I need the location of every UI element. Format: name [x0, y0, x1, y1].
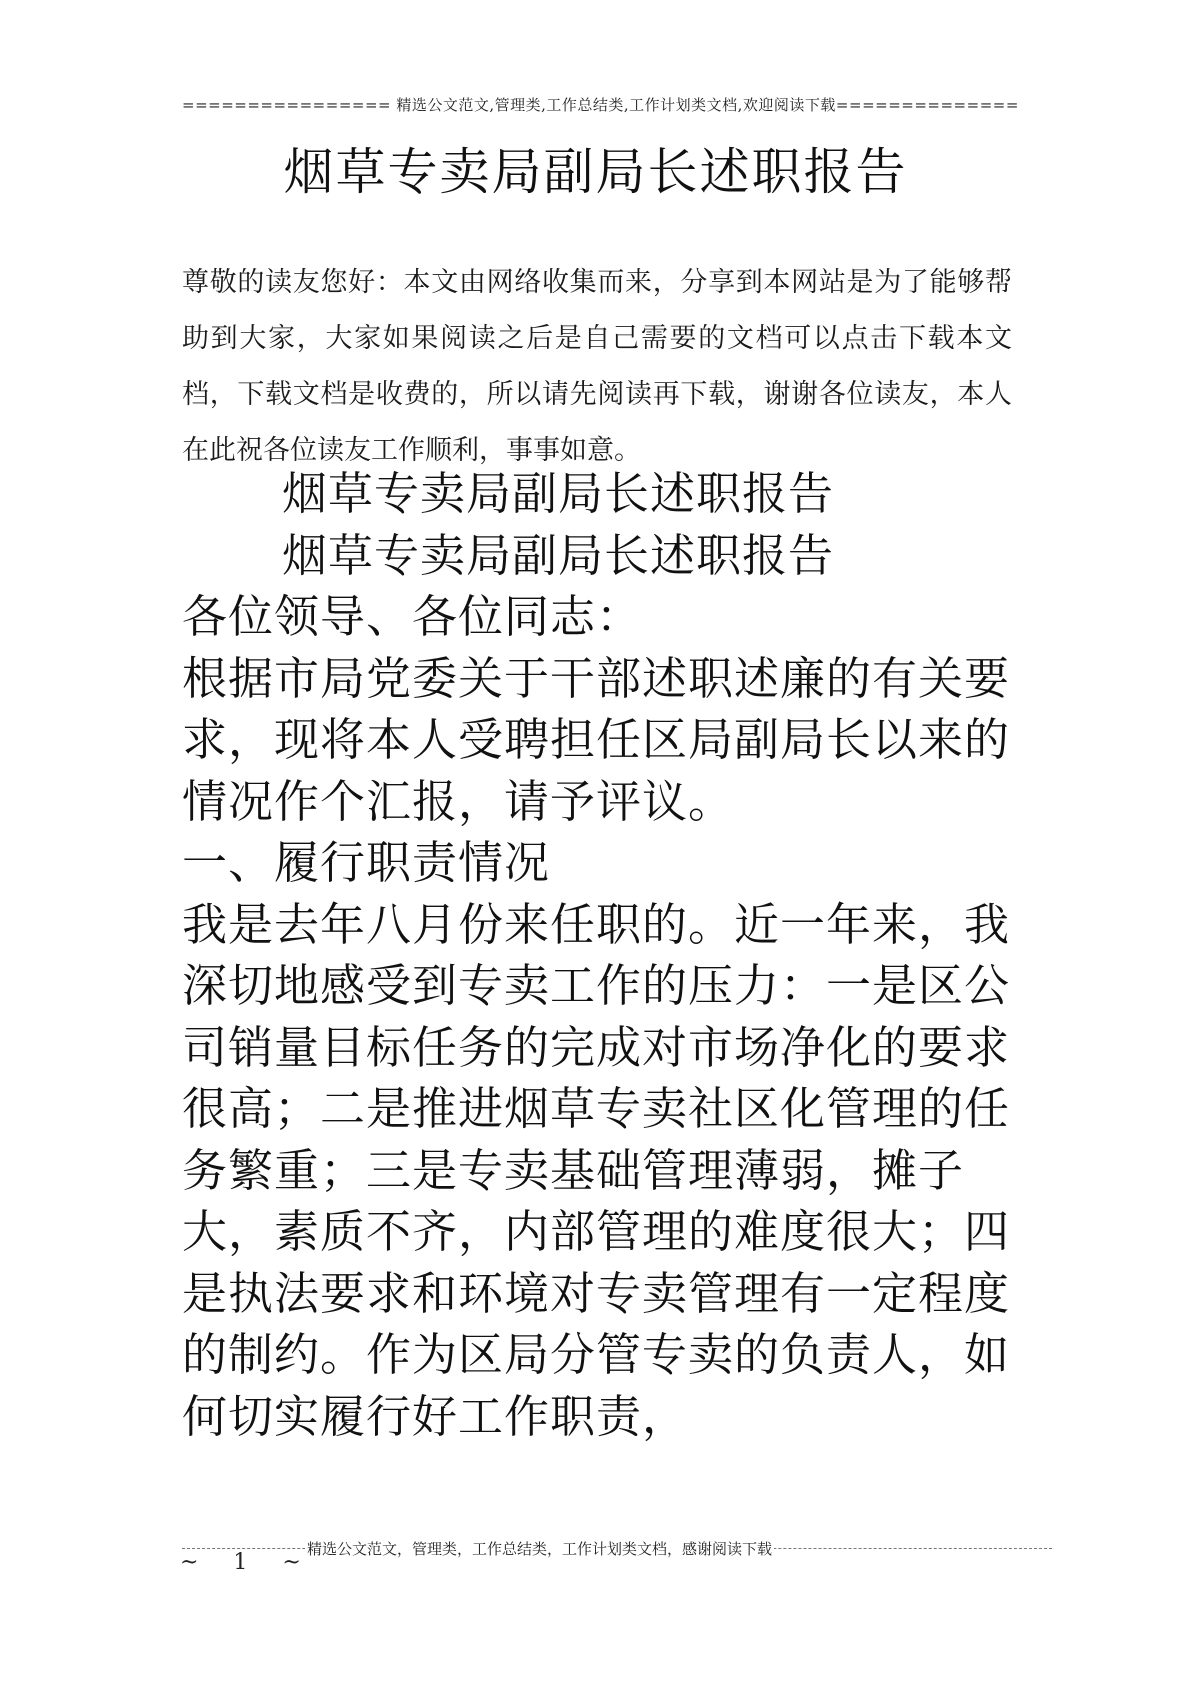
body-paragraph: 我是去年八月份来任职的。近一年来，我深切地感受到专卖工作的压力：一是区公司销量目标任务的完成对市场净化的要求很高；二是推进烟草专卖社区化管理的任务繁重；三是专卖基础管理薄弱，摊子大，素质不齐，内部管理的难度很大；四是执法要求和环境对专卖管理有一定程度的制约。作为区局分管专卖的负责人，如何切实履行好工作职责，	[182, 897, 1011, 1443]
header-banner: ================ 精选公文范文,管理类,工作总结类,工作计划类文档,欢迎阅读下载==============	[182, 96, 1019, 114]
document-body	[182, 463, 1012, 1447]
salutation: 各位领导、各位同志：	[182, 590, 643, 643]
section-heading: 一、履行职责情况	[182, 836, 551, 889]
body-subtitle: 烟草专卖局副局长述职报告	[282, 467, 835, 520]
document-title: 烟草专卖局副局长述职报告	[283, 143, 908, 201]
page-number: ~ 1 ~	[180, 1550, 315, 1575]
footer-text: 精选公文范文，管理类，工作总结类，工作计划类文档，感谢阅读下载	[307, 1540, 773, 1558]
intro-notice: 尊敬的读友您好：本文由网络收集而来，分享到本网站是为了能够帮助到大家，大家如果阅读之后是自己需要的文档可以点击下载本文档，下载文档是收费的，所以请先阅读再下载，谢谢各位读友，本人在此祝各位读友工作顺利，事事如意。	[182, 267, 1012, 466]
body-paragraph: 根据市局党委关于干部述职述廉的有关要求，现将本人受聘担任区局副局长以来的情况作个汇报，请予评议。	[182, 651, 1011, 828]
body-subtitle: 烟草专卖局副局长述职报告	[282, 528, 835, 582]
